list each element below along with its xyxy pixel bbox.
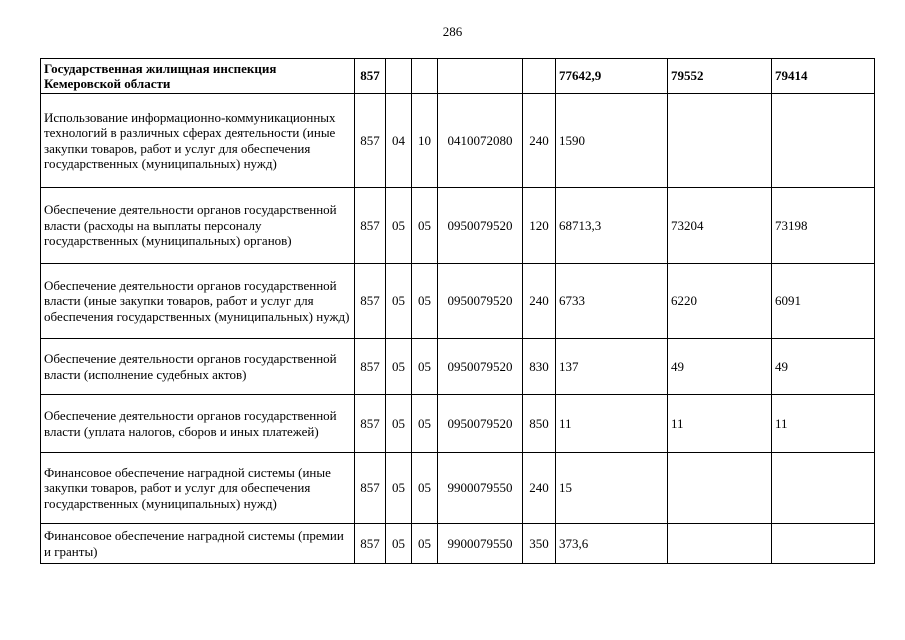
cell-amount-year-2: [668, 94, 772, 188]
cell-expense-type: 240: [523, 94, 556, 188]
cell-ministry-code: 857: [355, 188, 386, 264]
cell-amount-year-2: [668, 524, 772, 564]
cell-ministry-code: 857: [355, 339, 386, 395]
cell-expense-name: Использование информационно-коммуникационных технологий в различных сферах деятельности (иные закупки товаров, работ и услуг для обеспечения государственных (муниципальных) нужд): [41, 94, 355, 188]
table-row: [41, 59, 875, 94]
cell-subsection: 05: [412, 524, 438, 564]
cell-subsection: 05: [412, 188, 438, 264]
cell-amount-year-1: 11: [556, 395, 668, 453]
table-body: [41, 59, 875, 564]
cell-amount-year-2: 79552: [668, 59, 772, 94]
cell-expense-name: Обеспечение деятельности органов государственной власти (иные закупки товаров, работ и услуг для обеспечения государственных (муниципальных) нужд): [41, 264, 355, 339]
cell-amount-year-1: 1590: [556, 94, 668, 188]
cell-ministry-code: 857: [355, 264, 386, 339]
cell-amount-year-3: 73198: [772, 188, 875, 264]
cell-expense-type: [523, 59, 556, 94]
table-row: [41, 339, 875, 395]
cell-target-article: 0950079520: [438, 188, 523, 264]
cell-amount-year-1: 68713,3: [556, 188, 668, 264]
cell-amount-year-3: [772, 524, 875, 564]
cell-target-article: 0410072080: [438, 94, 523, 188]
cell-amount-year-3: [772, 94, 875, 188]
cell-expense-name: Обеспечение деятельности органов государственной власти (уплата налогов, сборов и иных платежей): [41, 395, 355, 453]
cell-amount-year-1: 77642,9: [556, 59, 668, 94]
cell-expense-name: Обеспечение деятельности органов государственной власти (расходы на выплаты персоналу государственных (муниципальных) органов): [41, 188, 355, 264]
cell-amount-year-1: 15: [556, 453, 668, 524]
cell-section: 05: [386, 188, 412, 264]
cell-amount-year-2: 6220: [668, 264, 772, 339]
cell-target-article: 9900079550: [438, 453, 523, 524]
cell-subsection: 05: [412, 339, 438, 395]
cell-amount-year-3: 79414: [772, 59, 875, 94]
cell-section: [386, 59, 412, 94]
cell-amount-year-2: 11: [668, 395, 772, 453]
cell-ministry-code: 857: [355, 59, 386, 94]
cell-ministry-code: 857: [355, 395, 386, 453]
cell-expense-type: 240: [523, 264, 556, 339]
cell-amount-year-3: 49: [772, 339, 875, 395]
table-row: [41, 264, 875, 339]
cell-amount-year-3: [772, 453, 875, 524]
cell-subsection: 10: [412, 94, 438, 188]
cell-target-article: [438, 59, 523, 94]
cell-section: 05: [386, 524, 412, 564]
budget-table: [40, 58, 875, 564]
table-row: [41, 453, 875, 524]
cell-target-article: 9900079550: [438, 524, 523, 564]
cell-subsection: [412, 59, 438, 94]
cell-section: 05: [386, 453, 412, 524]
cell-amount-year-2: 49: [668, 339, 772, 395]
cell-amount-year-3: 11: [772, 395, 875, 453]
cell-amount-year-2: [668, 453, 772, 524]
cell-expense-type: 240: [523, 453, 556, 524]
cell-expense-name: Финансовое обеспечение наградной системы (премии и гранты): [41, 524, 355, 564]
cell-target-article: 0950079520: [438, 395, 523, 453]
cell-amount-year-1: 6733: [556, 264, 668, 339]
cell-section: 05: [386, 395, 412, 453]
page-number: 286: [442, 24, 463, 39]
cell-section: 04: [386, 94, 412, 188]
cell-section: 05: [386, 339, 412, 395]
table-row: [41, 395, 875, 453]
cell-ministry-code: 857: [355, 453, 386, 524]
cell-ministry-code: 857: [355, 524, 386, 564]
cell-section: 05: [386, 264, 412, 339]
table-row: [41, 524, 875, 564]
cell-expense-name: Обеспечение деятельности органов государственной власти (исполнение судебных актов): [41, 339, 355, 395]
cell-amount-year-1: 373,6: [556, 524, 668, 564]
cell-expense-type: 120: [523, 188, 556, 264]
cell-expense-type: 830: [523, 339, 556, 395]
cell-target-article: 0950079520: [438, 264, 523, 339]
cell-expense-type: 350: [523, 524, 556, 564]
table-row: [41, 94, 875, 188]
cell-ministry-code: 857: [355, 94, 386, 188]
cell-subsection: 05: [412, 453, 438, 524]
cell-expense-name: Государственная жилищная инспекция Кемеровской области: [41, 59, 355, 94]
cell-amount-year-2: 73204: [668, 188, 772, 264]
cell-amount-year-1: 137: [556, 339, 668, 395]
cell-amount-year-3: 6091: [772, 264, 875, 339]
table-row: [41, 188, 875, 264]
cell-expense-name: Финансовое обеспечение наградной системы (иные закупки товаров, работ и услуг для обеспечения государственных (муниципальных) нужд): [41, 453, 355, 524]
cell-subsection: 05: [412, 395, 438, 453]
cell-expense-type: 850: [523, 395, 556, 453]
cell-subsection: 05: [412, 264, 438, 339]
cell-target-article: 0950079520: [438, 339, 523, 395]
